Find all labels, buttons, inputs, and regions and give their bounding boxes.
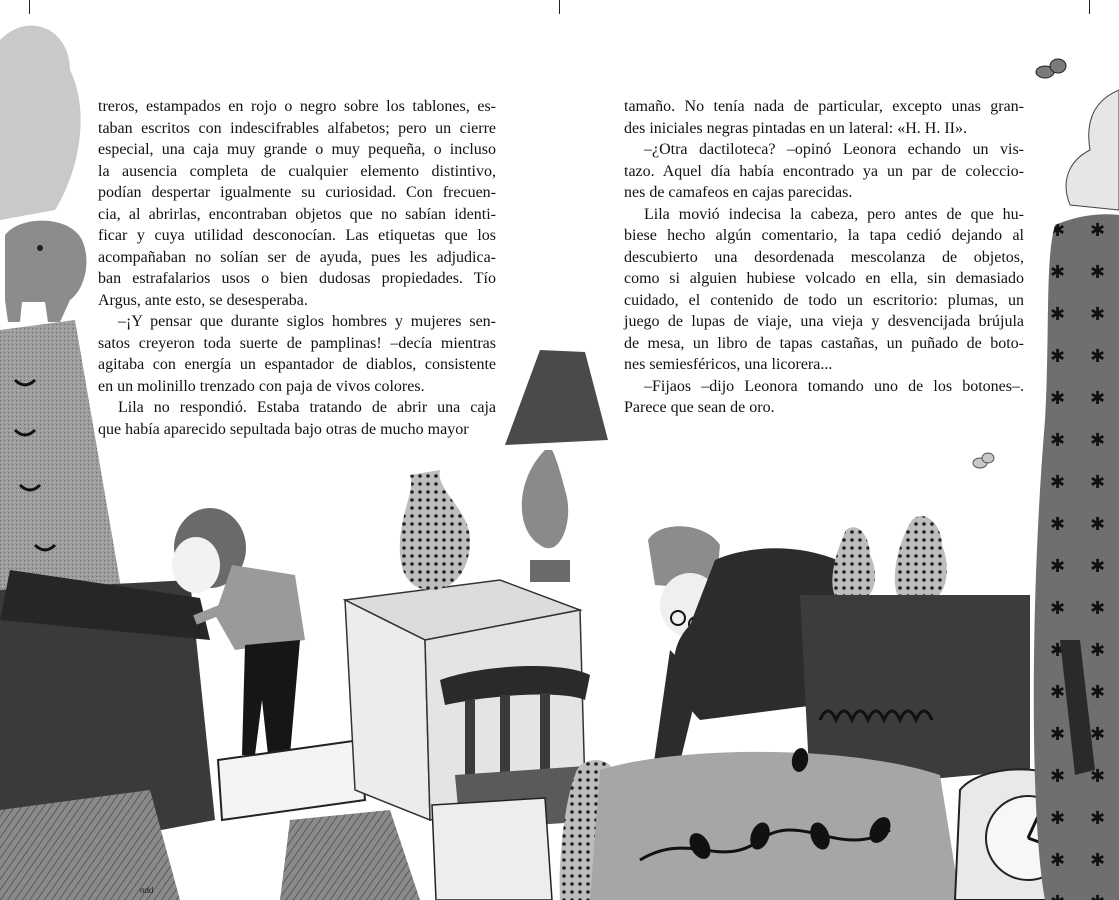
white-crate bbox=[218, 740, 365, 820]
hanging-lamp bbox=[1066, 90, 1119, 210]
text-line: treros, estampados en rojo o negro sobre los tablones, es- bbox=[98, 98, 496, 115]
dotted-vase bbox=[400, 470, 470, 590]
paragraph bbox=[624, 376, 1024, 419]
text-line: descubierto una desordenada mescolanza de objetos, bbox=[624, 248, 1024, 266]
folio-mark: ndd bbox=[140, 886, 154, 895]
paragraph bbox=[98, 311, 496, 397]
matryoshka-large bbox=[895, 516, 947, 600]
matryoshka-small bbox=[832, 527, 875, 600]
crop-mark-left bbox=[29, 0, 30, 14]
paragraph bbox=[98, 96, 496, 311]
paragraph bbox=[624, 204, 1024, 376]
crop-mark-right bbox=[1089, 0, 1090, 14]
text-line: cia, al abrirlas, encontraban objetos que no sabían identi- bbox=[98, 205, 496, 223]
right-page-text bbox=[624, 96, 1024, 419]
paragraph bbox=[624, 96, 1024, 139]
starry-tall-vase bbox=[1034, 214, 1119, 900]
foreground-cushion-left bbox=[0, 790, 180, 900]
text-line: ban estrafalarios usos o bien dudosas propiedades. Tío bbox=[98, 270, 496, 287]
elephant-eye bbox=[37, 245, 43, 251]
paragraph bbox=[624, 139, 1024, 204]
text-line: ficar y cuya utilidad desconocían. Las etiquetas que los bbox=[98, 227, 496, 244]
text-line: la ausencia completa de cualquier elemento distintivo, bbox=[98, 162, 496, 180]
table-lamp bbox=[505, 350, 608, 582]
text-line: tamaño. No tenía nada de particular, excepto unas gran- bbox=[624, 98, 1024, 115]
text-line: Parece que sean de oro. bbox=[624, 399, 775, 416]
text-line: taban escritos con indescifrables alfabetos; pero un cierre bbox=[98, 119, 496, 137]
text-line: satos creyeron toda suerte de pamplinas! –decía mientras bbox=[98, 334, 496, 352]
paragraph bbox=[98, 397, 496, 440]
text-line: nes semiesféricos, una licorera... bbox=[624, 356, 833, 373]
butterfly-top-right bbox=[1036, 59, 1066, 78]
text-line: tazo. Aquel día había encontrado ya un par de coleccio- bbox=[624, 162, 1024, 180]
text-line: nes de camafeos en cajas parecidas. bbox=[624, 184, 853, 201]
top-left-cloth bbox=[0, 26, 81, 220]
small-drawer-box bbox=[432, 798, 552, 900]
butterfly-right bbox=[973, 453, 994, 468]
text-line: –Fijaos –dijo Leonora tomando uno de los botones–. bbox=[644, 377, 1024, 395]
text-line: cuidado, el contenido de todo un escritorio: plumas, un bbox=[624, 291, 1024, 309]
elephant-figurine bbox=[5, 221, 86, 322]
left-page-text bbox=[98, 96, 496, 440]
text-line: Argus, ante esto, se desesperaba. bbox=[98, 291, 308, 309]
text-line: –¿Otra dactiloteca? –opinó Leonora echando un vis- bbox=[644, 141, 1024, 158]
text-line: como si alguien hubiese volcado en ella, sin demasiado bbox=[624, 270, 1024, 287]
text-line: acompañaban no solían ser de ayuda, pues les adjudica- bbox=[98, 248, 496, 266]
text-line: podían despertar igualmente su curiosidad. Con frecuen- bbox=[98, 184, 496, 201]
text-line: biese hecho algún comentario, la tapa cedió dejando al bbox=[624, 227, 1024, 244]
text-line: Lila movió indecisa la cabeza, pero antes de que hu- bbox=[644, 205, 1024, 223]
text-line: en un molinillo trenzado con paja de vivos colores. bbox=[98, 377, 425, 395]
foreground-basket bbox=[280, 810, 420, 900]
text-line: des iniciales negras pintadas en un lateral: «H. H. II». bbox=[624, 119, 967, 137]
large-rug bbox=[590, 752, 960, 900]
text-line: –¡Y pensar que durante siglos hombres y mujeres sen- bbox=[118, 313, 496, 330]
text-line: especial, una caja muy grande o muy pequeña, o incluso bbox=[98, 141, 496, 158]
crop-mark-center bbox=[559, 0, 560, 14]
text-line: de mesa, un libro de tapas castañas, un puñado de boto- bbox=[624, 334, 1024, 352]
text-line: juego de lupas de viaje, una vieja y desvencijada brújula bbox=[624, 313, 1024, 330]
text-line: agitaba con energía un espantador de diablos, consistente bbox=[98, 356, 496, 373]
text-line: Lila no respondió. Estaba tratando de abrir una caja bbox=[118, 399, 496, 416]
text-line: que había aparecido sepultada bajo otras de mucho mayor bbox=[98, 420, 469, 438]
